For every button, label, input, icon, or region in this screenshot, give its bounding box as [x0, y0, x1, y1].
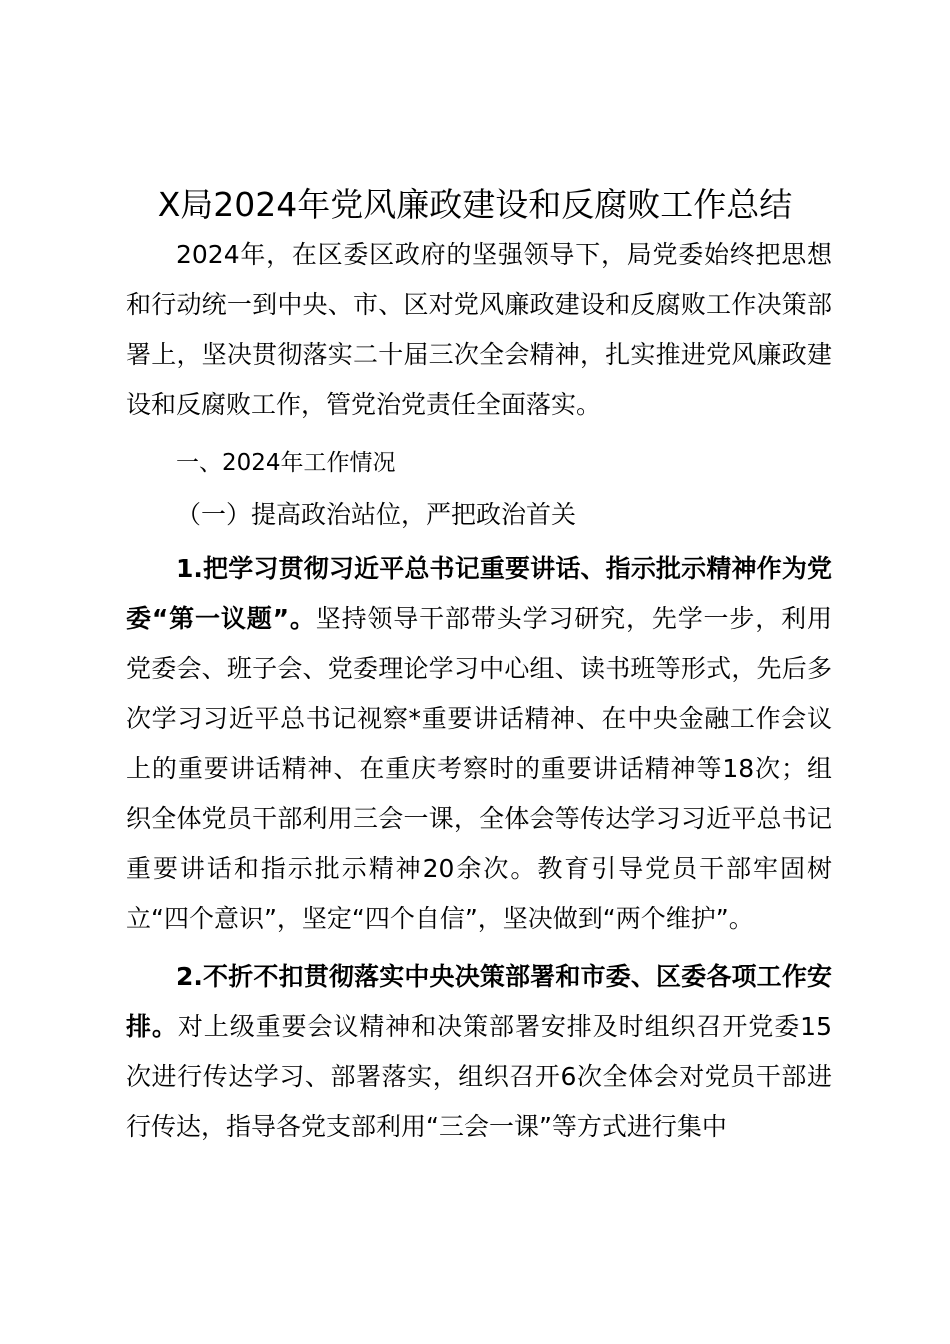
subsection-heading: （一）提高政治站位，严把政治首关 [176, 500, 577, 529]
item-1-text: 坚持领导干部带头学习研究，先学一步，利用党委会、班子会、党委理论学习中心组、读书班等形式，先后多次学习习近平总书记视察*重要讲话精神、在中央金融工作会议上的重要讲话精神、在重庆考察时的重要讲话精神等18次；组织全体党员干部利用三会一课，全体会等传达学习习近平总书记重要讲话和指示批示精神20余次。教育引导党员干部牢固树立“四个意识”，坚定“四个自信”，坚决做到“两个维护”。 [126, 604, 832, 933]
item-1-lead: 1.把学习贯彻习近平总书记重要讲话、指示批示精神作为党委“第一议题”。 [126, 554, 832, 633]
item-2-text: 对上级重要会议精神和决策部署安排及时组织召开党委15次进行传达学习、部署落实，组织召开6次全体会对党员干部进行传达，指导各党支部利用“三会一课”等方式进行集中 [126, 1012, 832, 1141]
item-paragraph-2 [126, 952, 832, 1152]
document-title: X局2024年党风廉政建设和反腐败工作总结 [157, 185, 793, 224]
item-2-lead: 2.不折不扣贯彻落实中央决策部署和市委、区委各项工作安排。 [126, 962, 832, 1041]
document-body [126, 230, 832, 1152]
item-paragraph-1 [126, 544, 832, 944]
section-heading: 一、2024年工作情况 [176, 450, 396, 476]
intro-paragraph: 2024年，在区委区政府的坚强领导下，局党委始终把思想和行动统一到中央、市、区对党风廉政建设和反腐败工作决策部署上，坚决贯彻落实二十届三次全会精神，扎实推进党风廉政建设和反腐败工作，管党治党责任全面落实。 [126, 240, 832, 419]
